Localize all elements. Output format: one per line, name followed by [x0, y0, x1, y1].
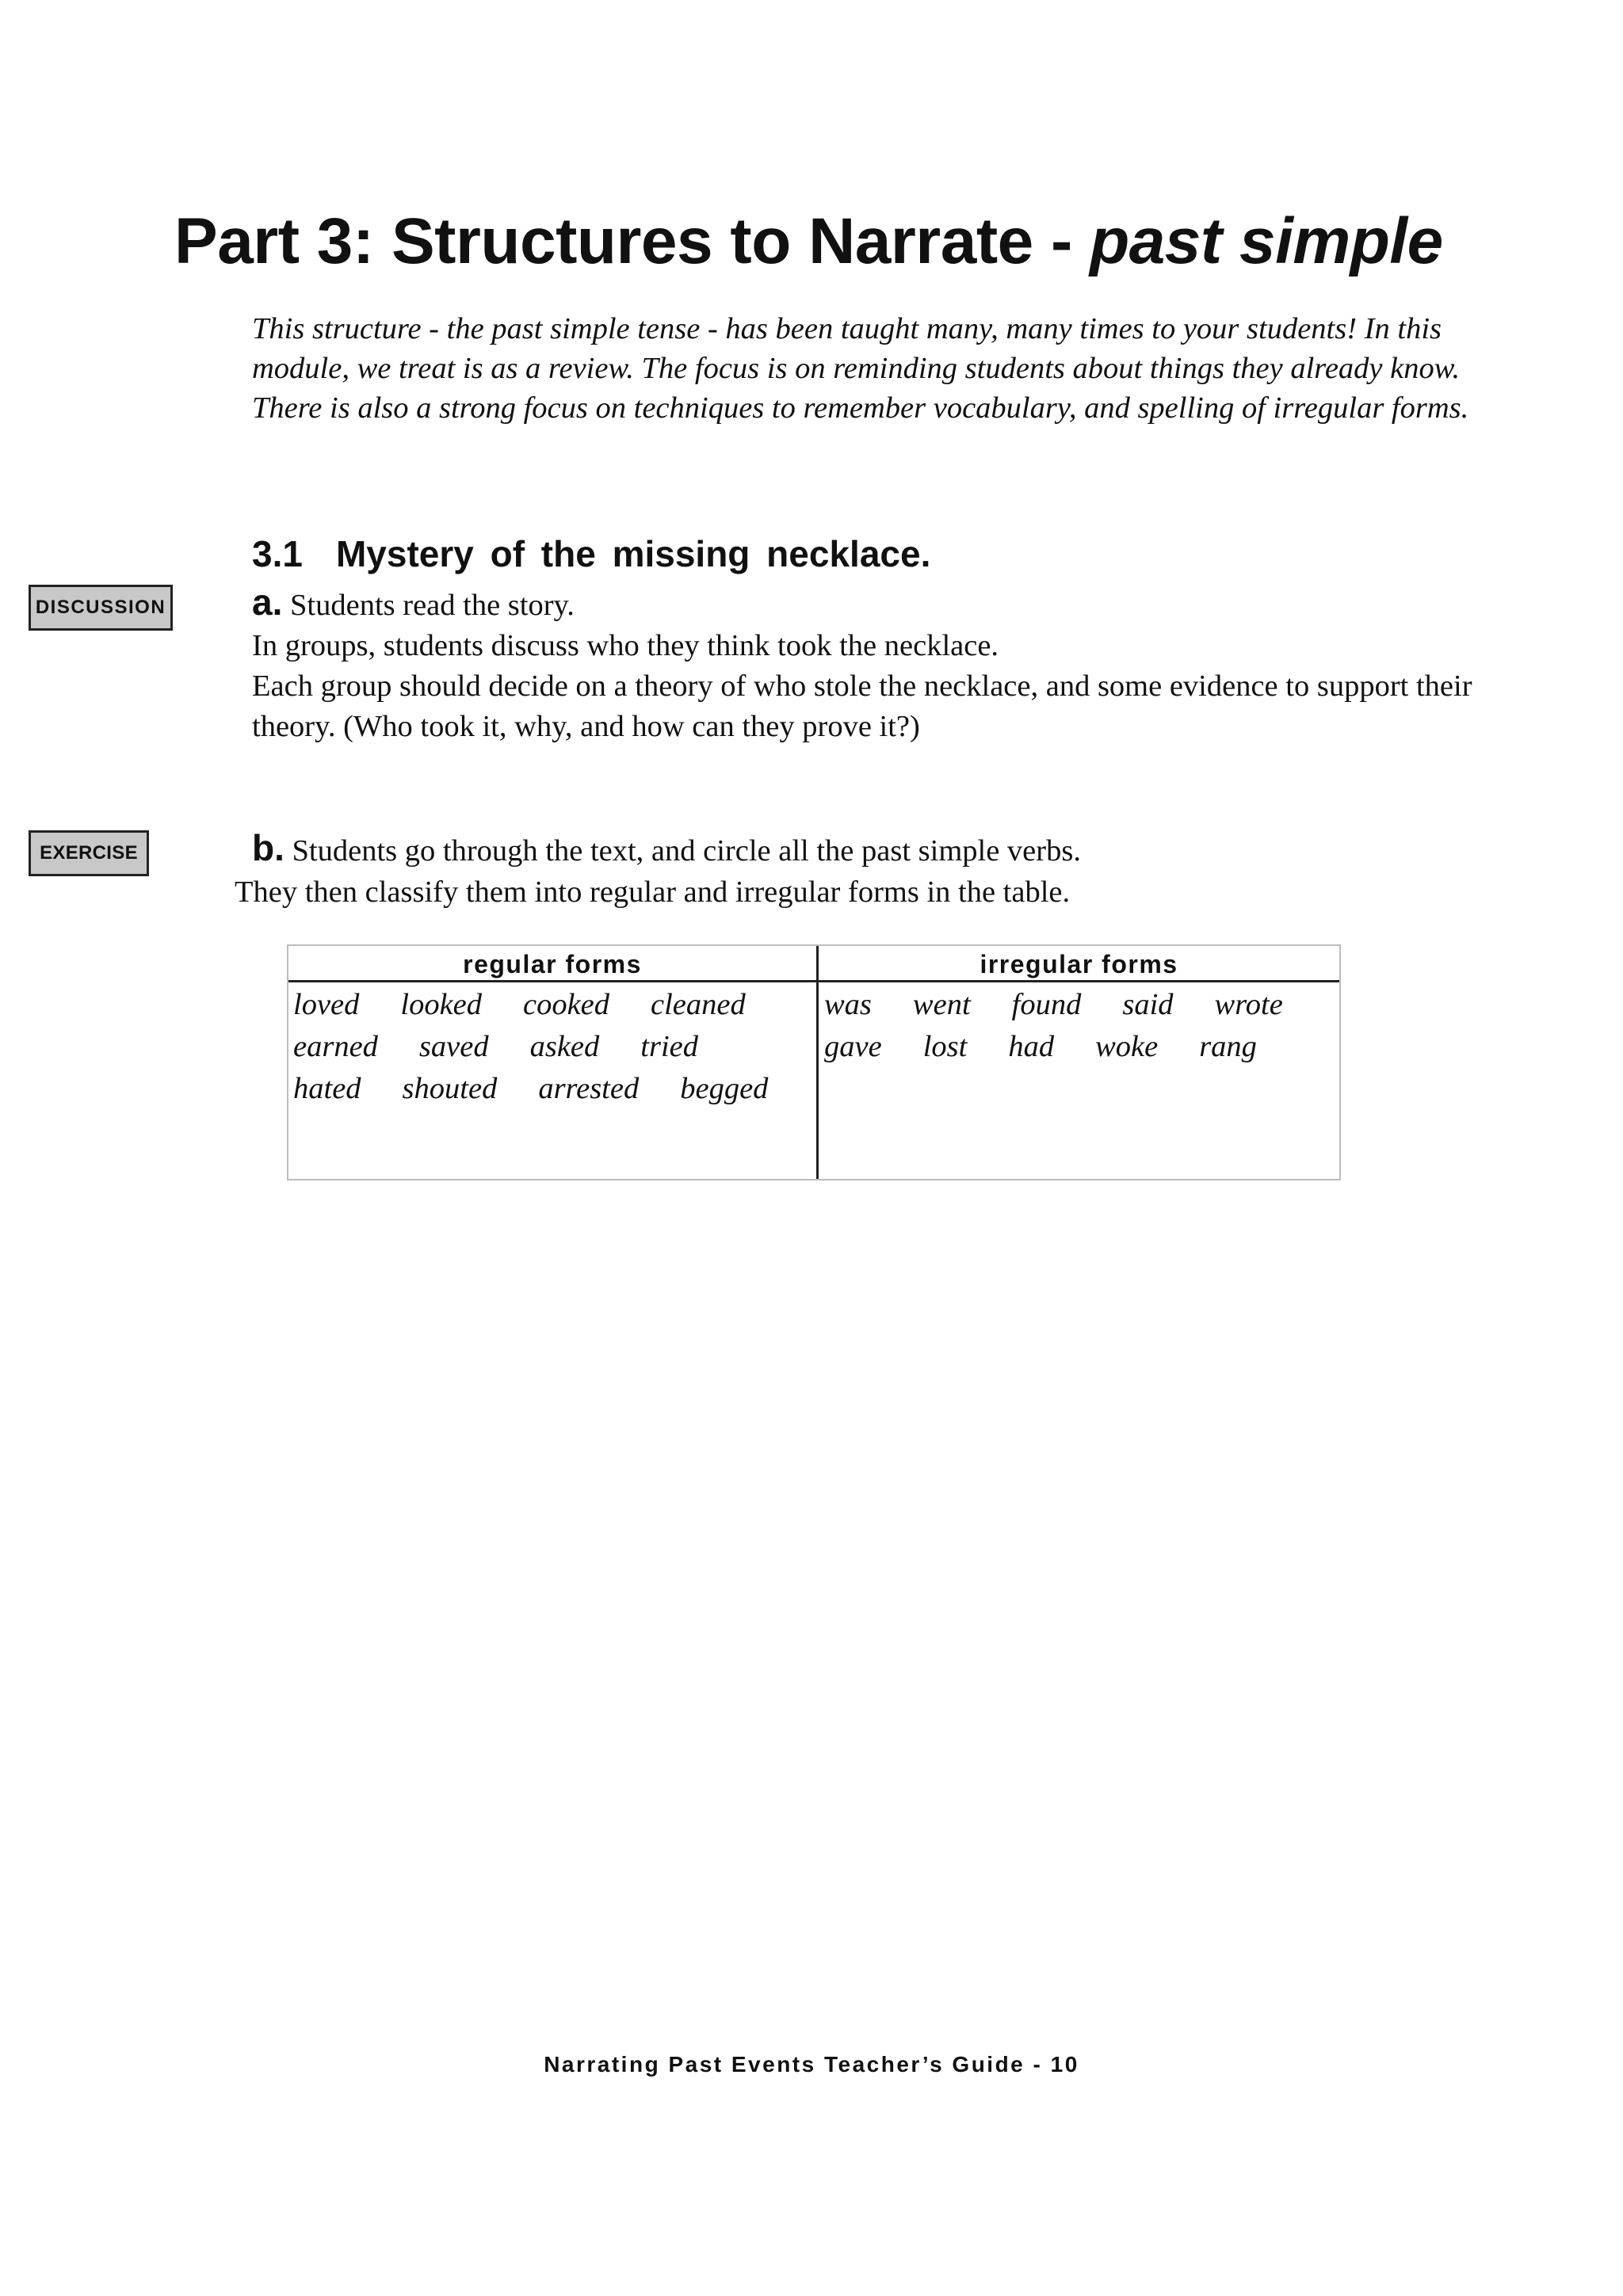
- verb: was: [824, 988, 872, 1021]
- page-title-emphasis: past simple: [1090, 205, 1443, 277]
- verb: wrote: [1214, 988, 1283, 1021]
- section-heading: [252, 532, 930, 575]
- task-b-line-2: They then classify them into regular and irregular forms in the table.: [235, 875, 1071, 909]
- regular-forms-header: regular forms: [463, 950, 642, 978]
- verb: cooked: [523, 988, 610, 1021]
- verb: lost: [922, 1030, 968, 1063]
- verb: earned: [293, 1030, 378, 1063]
- irregular-forms-header: irregular forms: [980, 950, 1178, 978]
- irregular-row: [824, 1026, 1298, 1067]
- verb: cleaned: [651, 988, 746, 1021]
- verb: rang: [1199, 1030, 1257, 1063]
- verb: arrested: [538, 1072, 640, 1105]
- task-a-letter: a.: [252, 582, 283, 623]
- verb: said: [1122, 988, 1174, 1021]
- task-b-letter: b.: [252, 827, 285, 868]
- verb-classification-table: [287, 944, 1341, 1180]
- task-b-line-1: [252, 827, 1488, 871]
- verb: saved: [418, 1030, 489, 1063]
- regular-row: [293, 984, 787, 1025]
- verb: hated: [293, 1072, 361, 1105]
- verb: found: [1011, 988, 1082, 1021]
- page-title: [174, 204, 1443, 279]
- regular-row: [293, 1068, 809, 1109]
- discussion-tag: DISCUSSION: [29, 585, 173, 631]
- verb: went: [912, 988, 971, 1021]
- task-a-line-1-text: Students read the story.: [290, 589, 575, 622]
- verb: woke: [1095, 1030, 1159, 1063]
- page-footer: Narrating Past Events Teacher’s Guide - 10: [544, 2052, 1079, 2077]
- verb: tried: [640, 1030, 698, 1063]
- irregular-row: [824, 984, 1324, 1025]
- section-number: 3.1: [252, 533, 303, 574]
- task-a: [252, 582, 1488, 747]
- section-title: Mystery of the missing necklace.: [335, 533, 931, 574]
- verb: had: [1008, 1030, 1055, 1063]
- header-rule: [288, 980, 1339, 982]
- task-b-line-1-text: Students go through the text, and circle all the past simple verbs.: [292, 834, 1081, 868]
- task-a-line-1: [252, 582, 1488, 626]
- regular-row: [293, 1026, 739, 1067]
- verb: shouted: [402, 1072, 498, 1105]
- page-title-main: Part 3: Structures to Narrate -: [174, 205, 1090, 277]
- intro-paragraph: This structure - the past simple tense - has been taught many, many times to your students! In this module, we treat is as a review. The focus is on reminding students about things they already know. There is also a strong focus on techniques to remember vocabulary, and spelling of irregular forms.: [252, 312, 1469, 425]
- task-b: [235, 827, 1488, 913]
- verb: loved: [293, 988, 360, 1021]
- exercise-tag: EXERCISE: [29, 830, 149, 876]
- task-a-line-3: Each group should decide on a theory of who stole the necklace, and some evidence to support their theory. (Who took it, why, and how can they prove it?): [252, 669, 1472, 743]
- task-a-line-2: In groups, students discuss who they think took the necklace.: [252, 629, 999, 662]
- verb: begged: [680, 1072, 769, 1105]
- verb: gave: [824, 1030, 882, 1063]
- verb: looked: [400, 988, 482, 1021]
- verb: asked: [529, 1030, 600, 1063]
